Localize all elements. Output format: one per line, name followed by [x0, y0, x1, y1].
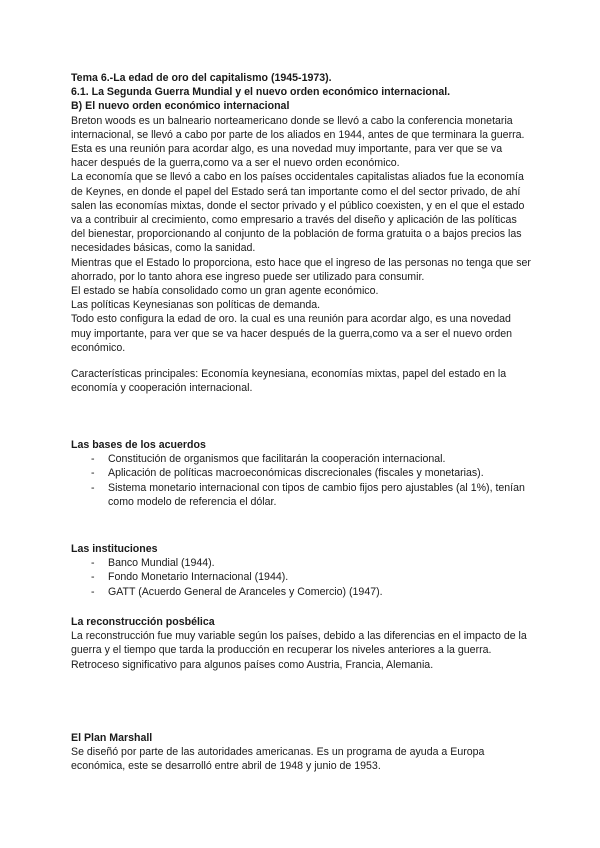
- list-item: - Sistema monetario internacional con tipos de cambio fijos pero ajustables (al 1%), tenían como modelo de referencia el dólar.: [71, 481, 531, 509]
- caracteristicas-section: [71, 367, 531, 395]
- list-item: - Fondo Monetario Internacional (1944).: [71, 570, 531, 584]
- instituciones-section: [71, 542, 531, 599]
- intro-section: [71, 71, 531, 355]
- paragraph: La economía que se llevó a cabo en los países occidentales capitalistas aliados fue la economía de Keynes, en donde el papel del Estado será tan importante como el del sector privado, de ahí salen las economías mixtas, donde el sector privado y el público coexisten, y en el que el estado va a contribuir al crecimiento, como empresario a través del diseño y aplicación de las políticas del bienestar, proporcionando al conjunto de la población de forma gratuita o a bajos precios las necesidades básicas, como la sanidad.: [71, 171, 525, 255]
- paragraph: Todo esto configura la edad de oro. la cual es una reunión para acordar algo, es una novedad muy importante, para ver que se va hacer después de la guerra,como va a ser el nuevo orden económico.: [71, 313, 513, 354]
- paragraph: Retroceso significativo para algunos países como Austria, Francia, Alemania.: [71, 658, 434, 671]
- list-item: - GATT (Acuerdo General de Aranceles y Comercio) (1947).: [71, 585, 531, 599]
- paragraph: Se diseñó por parte de las autoridades americanas. Es un programa de ayuda a Europa económica, este se desarrolló entre abril de 1948 y junio de 1953.: [71, 746, 485, 773]
- marshall-section: [71, 731, 531, 774]
- instituciones-list: [71, 556, 531, 599]
- bases-section: [71, 438, 531, 509]
- apartado-heading: B) El nuevo orden económico internacional: [71, 100, 290, 113]
- paragraph: El estado se había consolidado como un gran agente económico.: [71, 285, 379, 298]
- subtema-heading: 6.1. La Segunda Guerra Mundial y el nuevo orden económico internacional.: [71, 86, 451, 99]
- reconstruccion-section: [71, 615, 531, 672]
- bases-list: [71, 452, 531, 509]
- paragraph: La reconstrucción fue muy variable según los países, debido a las diferencias en el impacto de la guerra y el tiempo que tarda la producción en recuperar los niveles anteriores a la guerra.: [71, 630, 527, 657]
- paragraph: Mientras que el Estado lo proporciona, esto hace que el ingreso de las personas no tenga que ser ahorrado, por lo tanto ahora ese ingreso puede ser utilizado para consumir.: [71, 256, 531, 283]
- paragraph: Breton woods es un balneario norteamericano donde se llevó a cabo la conferencia monetaria internacional, se llevó a cabo por parte de los aliados en 1944, antes de que terminara la guerra. Esta es una reunión para acordar algo, es una novedad muy importante, para ver que se va hacer después de la guerra,como va a ser el nuevo orden económico.: [71, 114, 525, 170]
- list-item: - Banco Mundial (1944).: [71, 556, 531, 570]
- caracteristicas-text: Características principales: Economía keynesiana, economías mixtas, papel del estado en la economía y cooperación internacional.: [71, 368, 507, 395]
- marshall-heading: El Plan Marshall: [71, 732, 153, 744]
- paragraph: Las políticas Keynesianas son políticas de demanda.: [71, 299, 321, 312]
- bases-heading: Las bases de los acuerdos: [71, 439, 206, 451]
- list-item: - Constitución de organismos que facilitarán la cooperación internacional.: [71, 452, 531, 466]
- tema-heading: Tema 6.-La edad de oro del capitalismo (1945-1973).: [71, 72, 332, 84]
- instituciones-heading: Las instituciones: [71, 543, 158, 555]
- list-item: - Aplicación de políticas macroeconómicas discrecionales (fiscales y monetarias).: [71, 466, 531, 480]
- reconstruccion-heading: La reconstrucción posbélica: [71, 616, 215, 628]
